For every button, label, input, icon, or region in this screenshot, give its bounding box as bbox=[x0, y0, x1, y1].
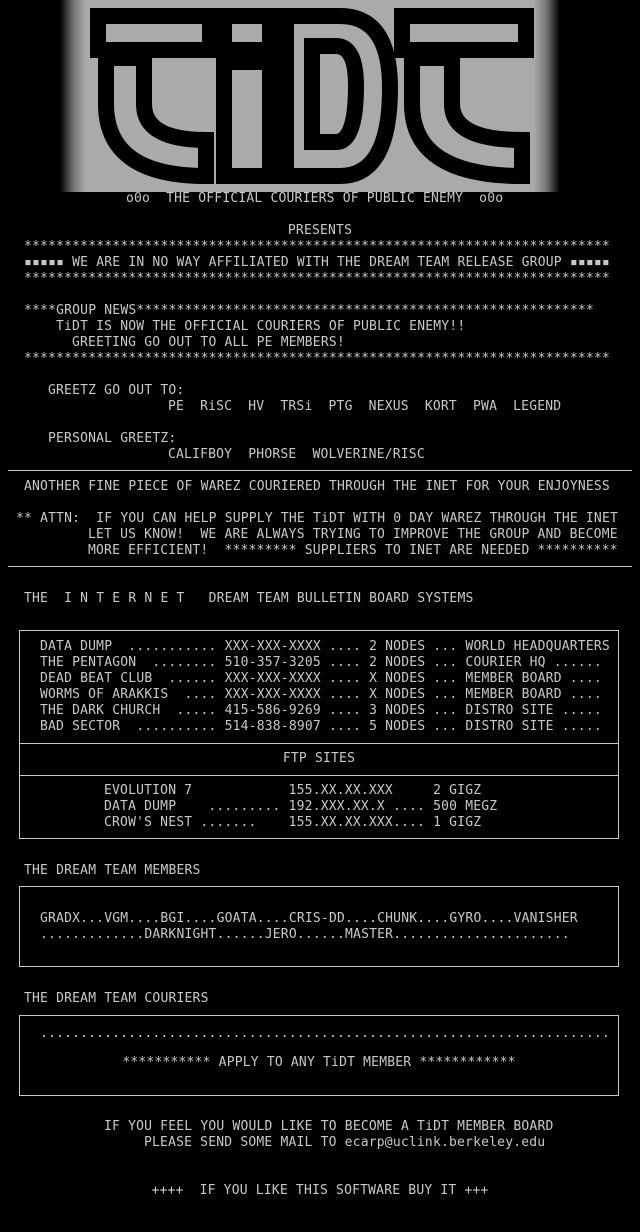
board-line: PLEASE SEND SOME MAIL TO ecarp@uclink.berkeley.edu bbox=[144, 1135, 546, 1150]
greetz-groups: PE RiSC HV TRSi PTG NEXUS KORT PWA LEGEND bbox=[168, 399, 562, 414]
disclaimer-text: ▪▪▪▪▪ WE ARE IN NO WAY AFFILIATED WITH THE DREAM TEAM RELEASE GROUP ▪▪▪▪▪ bbox=[24, 255, 610, 270]
bbs-row: DEAD BEAT CLUB ...... XXX-XXX-XXXX .... X NODES ... MEMBER BOARD .... bbox=[40, 671, 602, 686]
personal-greetz-names: CALIFBOY PHORSE WOLVERINE/RISC bbox=[168, 447, 425, 462]
ftp-row: DATA DUMP ......... 192.XXX.XX.X .... 500 MEGZ bbox=[104, 799, 498, 814]
attn-line: ** ATTN: IF YOU CAN HELP SUPPLY THE TiDT WITH 0 DAY WAREZ THROUGH THE INET bbox=[16, 511, 618, 526]
ftp-row: CROW'S NEST ....... 155.XX.XX.XXX.... 1 GIGZ bbox=[104, 815, 482, 830]
ftp-row: EVOLUTION 7 155.XX.XX.XXX 2 GIGZ bbox=[104, 783, 482, 798]
ftp-title: FTP SITES bbox=[282, 751, 356, 766]
greetz-label: GREETZ GO OUT TO: bbox=[48, 383, 185, 398]
couriers-title: THE DREAM TEAM COURIERS bbox=[24, 991, 209, 1006]
bbs-row: BAD SECTOR .......... 514-838-8907 .... 5 NODES ... DISTRO SITE ..... bbox=[40, 719, 602, 734]
bbs-row: THE PENTAGON ........ 510-357-3205 .... 2 NODES ... COURIER HQ ...... bbox=[40, 655, 602, 670]
attn-line: LET US KNOW! WE ARE ALWAYS TRYING TO IMPROVE THE GROUP AND BECOME bbox=[88, 527, 618, 542]
couriers-apply: *********** APPLY TO ANY TiDT MEMBER ************ bbox=[122, 1055, 516, 1070]
members-line: GRADX...VGM....BGI....GOATA....CRIS-DD....CHUNK....GYRO....VANISHER bbox=[40, 911, 578, 926]
star-divider: ************************************************************************* bbox=[24, 271, 610, 286]
warez-line: ANOTHER FINE PIECE OF WAREZ COURIERED THROUGH THE INET FOR YOUR ENJOYNESS bbox=[24, 479, 610, 494]
personal-greetz-label: PERSONAL GREETZ: bbox=[48, 431, 177, 446]
divider bbox=[8, 566, 632, 567]
attn-line: MORE EFFICIENT! ********* SUPPLIERS TO INET ARE NEEDED ********** bbox=[88, 543, 618, 558]
bbs-row: THE DARK CHURCH ..... 415-586-9269 .... 3 NODES ... DISTRO SITE ..... bbox=[40, 703, 602, 718]
tidt-logo-glyphs bbox=[60, 0, 560, 192]
buy-line: ++++ IF YOU LIKE THIS SOFTWARE BUY IT +++ bbox=[151, 1183, 489, 1198]
tidt-logo bbox=[60, 0, 560, 192]
box-separator bbox=[19, 775, 619, 776]
members-title: THE DREAM TEAM MEMBERS bbox=[24, 863, 201, 878]
news-line: GREETING GO OUT TO ALL PE MEMBERS! bbox=[72, 335, 345, 350]
box-separator bbox=[19, 743, 619, 744]
divider bbox=[8, 470, 632, 471]
bbs-row: DATA DUMP ........... XXX-XXX-XXXX .... 2 NODES ... WORLD HEADQUARTERS bbox=[40, 639, 610, 654]
news-line: TiDT IS NOW THE OFFICIAL COURIERS OF PUBLIC ENEMY!! bbox=[56, 319, 466, 334]
bbs-row: WORMS OF ARAKKIS .... XXX-XXX-XXXX .... X NODES ... MEMBER BOARD .... bbox=[40, 687, 602, 702]
board-line: IF YOU FEEL YOU WOULD LIKE TO BECOME A TiDT MEMBER BOARD bbox=[104, 1119, 554, 1134]
members-line: .............DARKNIGHT......JERO......MASTER...................... bbox=[40, 927, 570, 942]
star-divider: ************************************************************************* bbox=[24, 239, 610, 254]
couriers-dots: ....................................................................... bbox=[40, 1026, 610, 1041]
tagline: o0o THE OFFICIAL COURIERS OF PUBLIC ENEMY o0o bbox=[126, 191, 504, 206]
star-divider: ************************************************************************* bbox=[24, 351, 610, 366]
presents-text: PRESENTS bbox=[287, 223, 353, 238]
group-news-header: ****GROUP NEWS********************************************************* bbox=[24, 303, 594, 318]
bbs-title: THE I N T E R N E T DREAM TEAM BULLETIN BOARD SYSTEMS bbox=[24, 591, 474, 606]
